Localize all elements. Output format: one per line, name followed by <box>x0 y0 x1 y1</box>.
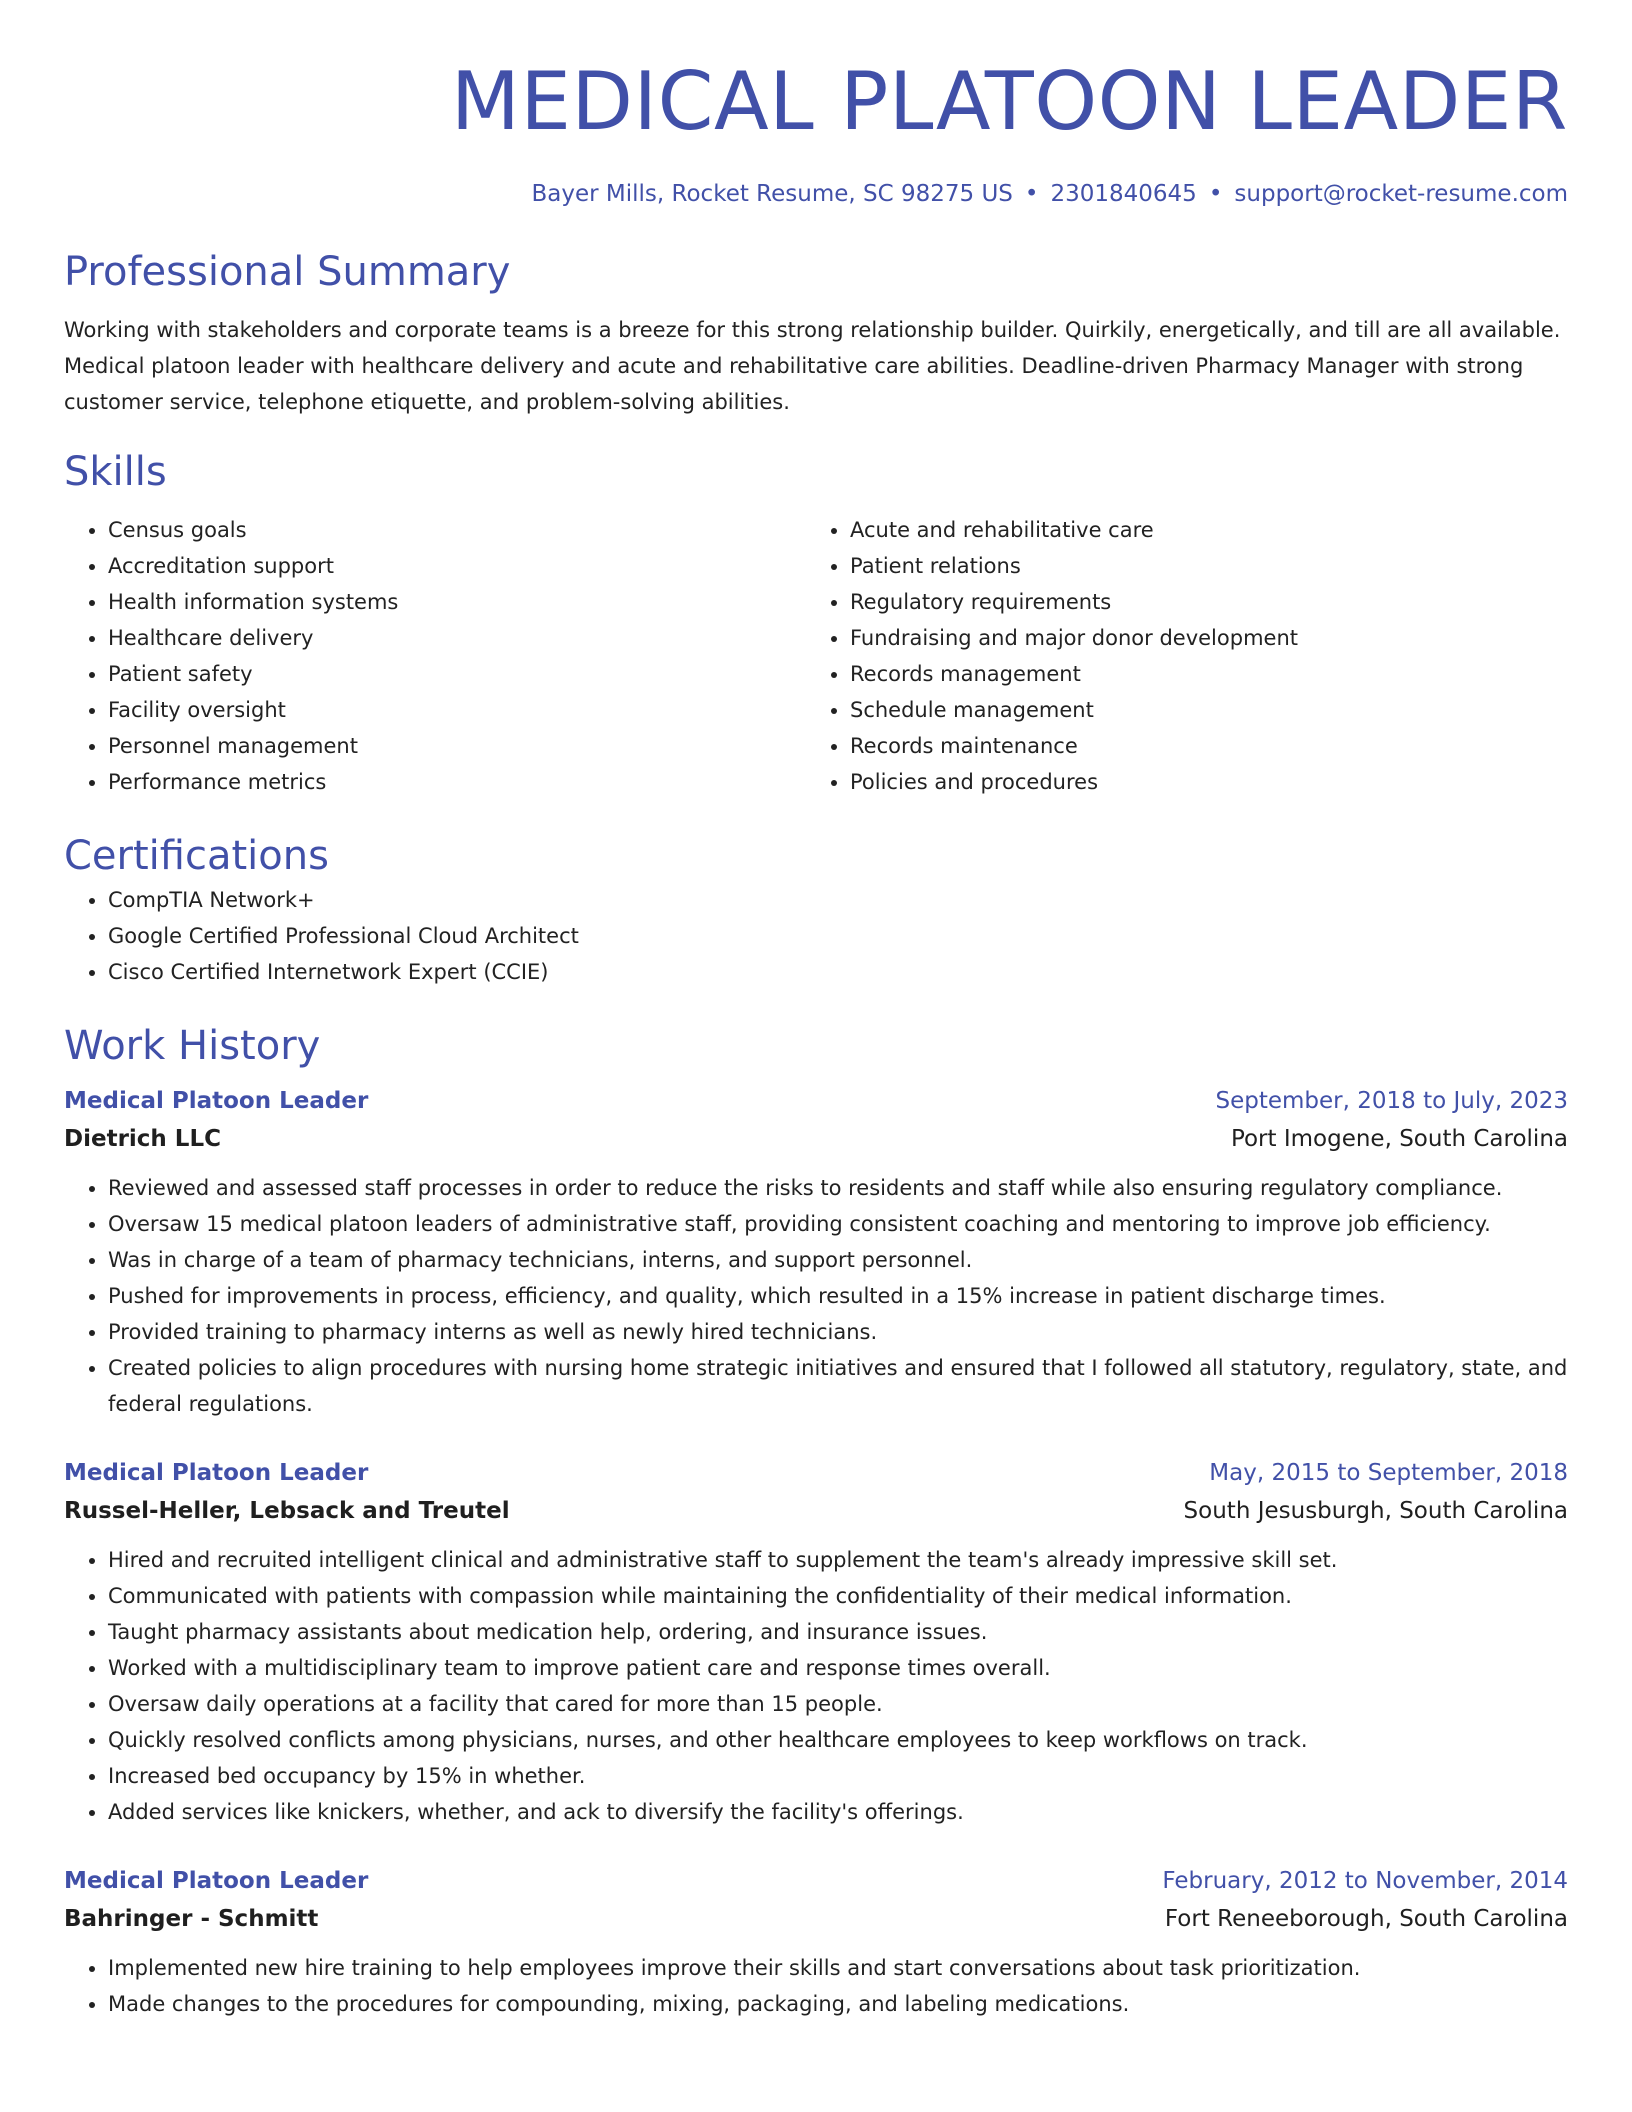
skills-columns <box>64 512 1568 800</box>
job-entry <box>64 1862 1568 2022</box>
job-location: South Jesusburgh, South Carolina <box>1183 1498 1568 1524</box>
resume-header <box>64 0 1568 210</box>
contact-phone: 2301840645 <box>1050 181 1197 207</box>
job-company-row <box>64 1900 1568 1938</box>
job-bullet: • Made changes to the procedures for compounding, mixing, packaging, and labeling medications. <box>108 1986 1568 2022</box>
job-bullet: • Quickly resolved conflicts among physicians, nurses, and other healthcare employees to keep workflows on track. <box>108 1722 1568 1758</box>
job-bullet: • Added services like knickers, whether, and ack to diversify the facility's offerings. <box>108 1794 1568 1830</box>
job-bullet: • Oversaw daily operations at a facility that cared for more than 15 people. <box>108 1686 1568 1722</box>
job-company-row <box>64 1120 1568 1158</box>
job-bullet: • Taught pharmacy assistants about medication help, ordering, and insurance issues. <box>108 1614 1568 1650</box>
job-title: Medical Platoon Leader <box>64 1088 369 1114</box>
job-bullet: • Communicated with patients with compassion while maintaining the confidentiality of their medical information. <box>108 1578 1568 1614</box>
job-title-row <box>64 1082 1568 1120</box>
certifications-list <box>64 882 1568 990</box>
skills-list-right <box>806 512 1548 800</box>
skill-item: • Fundraising and major donor development <box>850 620 1548 656</box>
job-bullets <box>64 1950 1568 2022</box>
job-title-row <box>64 1862 1568 1900</box>
job-entry <box>64 1082 1568 1422</box>
skill-item: • Regulatory requirements <box>850 584 1548 620</box>
job-title: Medical Platoon Leader <box>64 1460 369 1486</box>
job-bullet: • Implemented new hire training to help employees improve their skills and start conversations about task prioritization. <box>108 1950 1568 1986</box>
job-title-row <box>64 1454 1568 1492</box>
job-title: Medical Platoon Leader <box>64 1868 369 1894</box>
skill-item: • Patient safety <box>108 656 806 692</box>
job-dates: February, 2012 to November, 2014 <box>1162 1868 1568 1894</box>
contact-separator: • <box>1208 181 1223 207</box>
job-bullet: • Provided training to pharmacy interns as well as newly hired technicians. <box>108 1314 1568 1350</box>
certification-item: • Cisco Certified Internetwork Expert (CCIE) <box>108 954 1568 990</box>
certification-item: • Google Certified Professional Cloud Architect <box>108 918 1568 954</box>
contact-line <box>64 178 1568 210</box>
job-company: Russel-Heller, Lebsack and Treutel <box>64 1498 510 1524</box>
job-entry <box>64 1454 1568 1830</box>
skill-item: • Facility oversight <box>108 692 806 728</box>
skill-item: • Census goals <box>108 512 806 548</box>
resume-page <box>64 0 1568 2112</box>
skill-item: • Health information systems <box>108 584 806 620</box>
skills-column-left <box>64 512 806 800</box>
work-history-heading: Work History <box>64 1023 321 1069</box>
job-bullet: • Reviewed and assessed staff processes in order to reduce the risks to residents and staff while also ensuring regulatory compliance. <box>108 1170 1568 1206</box>
job-bullet: • Increased bed occupancy by 15% in whether. <box>108 1758 1568 1794</box>
job-location: Port Imogene, South Carolina <box>1230 1126 1568 1152</box>
skill-item: • Policies and procedures <box>850 764 1548 800</box>
job-bullet: • Worked with a multidisciplinary team to improve patient care and response times overall. <box>108 1650 1568 1686</box>
job-dates: May, 2015 to September, 2018 <box>1209 1460 1568 1486</box>
contact-email: support@rocket-resume.com <box>1234 181 1568 207</box>
skills-heading: Skills <box>64 449 167 495</box>
job-company: Bahringer - Schmitt <box>64 1906 319 1932</box>
skill-item: • Accreditation support <box>108 548 806 584</box>
job-company: Dietrich LLC <box>64 1126 222 1152</box>
contact-separator: • <box>1024 181 1039 207</box>
skills-column-right <box>806 512 1548 800</box>
skill-item: • Healthcare delivery <box>108 620 806 656</box>
job-company-row <box>64 1492 1568 1530</box>
skill-item: • Performance metrics <box>108 764 806 800</box>
skills-list-left <box>64 512 806 800</box>
skill-item: • Personnel management <box>108 728 806 764</box>
summary-heading: Professional Summary <box>64 249 511 295</box>
skill-item: • Acute and rehabilitative care <box>850 512 1548 548</box>
skill-item: • Schedule management <box>850 692 1548 728</box>
job-bullet: • Was in charge of a team of pharmacy technicians, interns, and support personnel. <box>108 1242 1568 1278</box>
skill-item: • Records management <box>850 656 1548 692</box>
contact-address: Bayer Mills, Rocket Resume, SC 98275 US <box>531 181 1013 207</box>
certifications-heading: Certifications <box>64 833 329 879</box>
candidate-title: MEDICAL PLATOON LEADER <box>450 55 1568 148</box>
job-bullets <box>64 1170 1568 1422</box>
job-dates: September, 2018 to July, 2023 <box>1215 1088 1568 1114</box>
certification-item: • CompTIA Network+ <box>108 882 1568 918</box>
summary-text: Working with stakeholders and corporate teams is a breeze for this strong relationship builder. Quirkily, energetically, and till are all available. Medical platoon leader with healthcare delivery and acute and rehabilitative care abilities. Deadline-driven Pharmacy Manager with strong customer service, telephone etiquette, and problem-solving abilities. <box>64 318 1561 414</box>
job-bullet: • Pushed for improvements in process, efficiency, and quality, which resulted in a 15% increase in patient discharge times. <box>108 1278 1568 1314</box>
job-bullet: • Created policies to align procedures with nursing home strategic initiatives and ensured that I followed all statutory, regulatory, state, and federal regulations. <box>108 1350 1568 1422</box>
job-bullet: • Hired and recruited intelligent clinical and administrative staff to supplement the team's already impressive skill set. <box>108 1542 1568 1578</box>
job-location: Fort Reneeborough, South Carolina <box>1164 1906 1568 1932</box>
job-bullet: • Oversaw 15 medical platoon leaders of administrative staff, providing consistent coaching and mentoring to improve job efficiency. <box>108 1206 1568 1242</box>
job-bullets <box>64 1542 1568 1830</box>
skill-item: • Patient relations <box>850 548 1548 584</box>
skill-item: • Records maintenance <box>850 728 1548 764</box>
